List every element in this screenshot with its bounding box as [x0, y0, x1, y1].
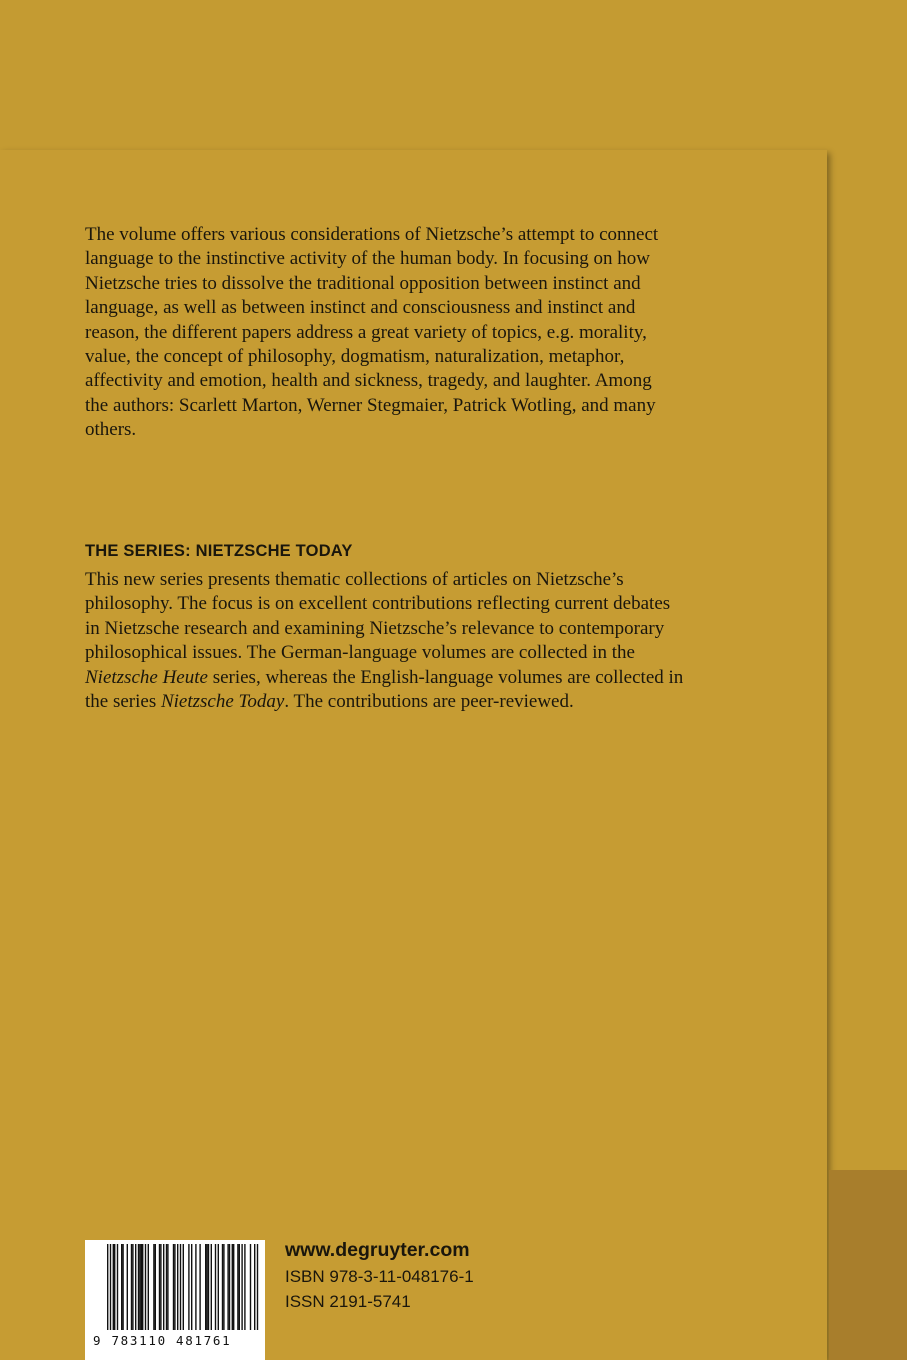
series-name-german: Nietzsche Heute: [85, 666, 208, 688]
barcode-bar: [173, 1244, 174, 1330]
publisher-info: [285, 1236, 474, 1314]
barcode-bar: [166, 1244, 167, 1330]
barcode-bar: [121, 1244, 122, 1330]
barcode-bar: [218, 1244, 219, 1330]
series-line: in Nietzsche research and examining Nietzsche’s relevance to contemporary: [85, 617, 665, 639]
barcode-bar: [155, 1244, 156, 1330]
barcode-bar: [167, 1244, 168, 1330]
barcode-bar: [191, 1244, 192, 1330]
barcode-bar: [183, 1244, 184, 1330]
barcode-bar: [160, 1244, 161, 1330]
barcode-bar: [195, 1244, 196, 1330]
barcode-bar: [241, 1244, 242, 1330]
barcode-bar: [141, 1244, 142, 1330]
description-line: language, as well as between instinct and consciousness and instinct and: [85, 297, 636, 319]
series-name-english: Nietzsche Today: [160, 691, 285, 713]
description-line: The volume offers various considerations of Nietzsche’s attempt to connect: [85, 224, 659, 245]
series-line: Nietzsche Heute series, whereas the English-language volumes are collected in: [85, 666, 684, 688]
barcode-bar: [233, 1244, 234, 1330]
book-description: [85, 223, 765, 443]
barcode-bar: [199, 1244, 200, 1330]
barcode-bar: [211, 1244, 212, 1330]
barcode-bar: [227, 1244, 228, 1330]
spine-corner: [829, 1170, 907, 1360]
barcode-bar: [254, 1244, 255, 1330]
barcode-bars: [85, 1240, 265, 1335]
barcode-bar: [131, 1244, 132, 1330]
barcode-bar: [148, 1244, 149, 1330]
barcode-bar: [117, 1244, 118, 1330]
publisher-url[interactable]: www.degruyter.com: [285, 1239, 470, 1261]
barcode-bar: [244, 1244, 245, 1330]
barcode-bar: [222, 1244, 223, 1330]
barcode-bar: [159, 1244, 160, 1330]
description-line: others.: [85, 419, 137, 441]
description-line: language to the instinctive activity of the human body. In focusing on how: [85, 248, 650, 270]
barcode-bar: [114, 1244, 115, 1330]
description-line: Nietzsche tries to dissolve the traditional opposition between instinct and: [85, 272, 641, 294]
barcode-bar: [229, 1244, 230, 1330]
barcode-bar: [145, 1244, 146, 1330]
barcode-bar: [142, 1244, 143, 1330]
barcode-bar: [188, 1244, 189, 1330]
barcode-bar: [232, 1244, 233, 1330]
barcode-digits: 9 783110 481761: [93, 1333, 232, 1348]
barcode-bar: [127, 1244, 128, 1330]
series-line: philosophical issues. The German-language volumes are collected in the: [85, 642, 635, 664]
barcode-bar: [250, 1244, 251, 1330]
barcode-bar: [139, 1244, 140, 1330]
description-line: the authors: Scarlett Marton, Werner Stegmaier, Patrick Wotling, and many: [85, 394, 656, 416]
series-description: [85, 568, 765, 714]
barcode-bar: [177, 1244, 178, 1330]
series-line: philosophy. The focus is on excellent contributions reflecting current debates: [85, 593, 671, 615]
series-line: This new series presents thematic collections of articles on Nietzsche’s: [85, 569, 624, 590]
description-line: affectivity and emotion, health and sickness, tragedy, and laughter. Among: [85, 370, 652, 392]
barcode-bar: [223, 1244, 224, 1330]
barcode-bar: [138, 1244, 139, 1330]
isbn-barcode: [85, 1240, 265, 1360]
barcode-bar: [208, 1244, 209, 1330]
series-heading: THE SERIES: NIETZSCHE TODAY: [85, 542, 353, 560]
issn-number: ISSN 2191-5741: [285, 1292, 411, 1311]
barcode-bar: [257, 1244, 258, 1330]
barcode-bar: [132, 1244, 133, 1330]
barcode-bar: [107, 1244, 108, 1330]
barcode-bar: [205, 1244, 206, 1330]
barcode-bar: [153, 1244, 154, 1330]
series-line: the series Nietzsche Today. The contributions are peer-reviewed.: [85, 691, 574, 713]
barcode-bar: [206, 1244, 207, 1330]
barcode-bar: [239, 1244, 240, 1330]
barcode-bar: [237, 1244, 238, 1330]
barcode-bar: [135, 1244, 136, 1330]
description-line: reason, the different papers address a great variety of topics, e.g. morality,: [85, 321, 647, 343]
barcode-bar: [110, 1244, 111, 1330]
barcode-bar: [174, 1244, 175, 1330]
barcode-bar: [113, 1244, 114, 1330]
barcode-bar: [163, 1244, 164, 1330]
barcode-bar: [122, 1244, 123, 1330]
description-line: value, the concept of philosophy, dogmatism, naturalization, metaphor,: [85, 346, 625, 368]
barcode-bar: [180, 1244, 181, 1330]
isbn-number: ISBN 978-3-11-048176-1: [285, 1267, 474, 1286]
barcode-bar: [215, 1244, 216, 1330]
